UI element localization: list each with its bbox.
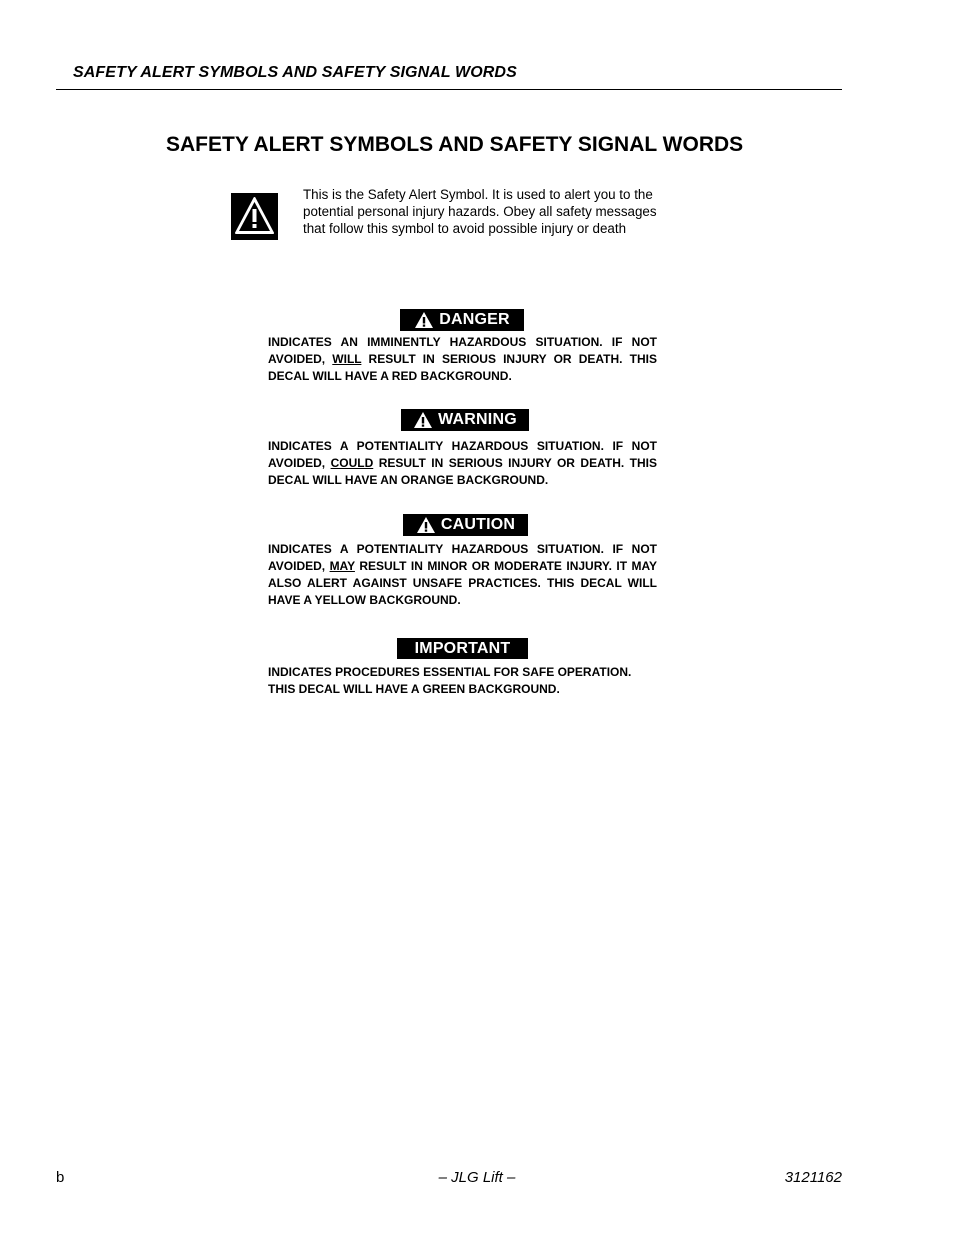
important-description: [268, 664, 657, 698]
caution-badge: [403, 514, 528, 536]
footer-publisher: – JLG Lift –: [438, 1169, 516, 1186]
intro-line: This is the Safety Alert Symbol. It is used to alert you to the: [303, 187, 653, 202]
warning-line-2: AVOIDED, COULD RESULT IN SERIOUS INJURY OR DEATH. THIS: [268, 456, 657, 470]
warning-triangle-icon: [416, 516, 436, 534]
header-rule: [56, 89, 842, 90]
warning-triangle-icon: [413, 411, 433, 429]
danger-emphasis: WILL: [332, 352, 362, 366]
caution-badge-label: CAUTION: [440, 516, 516, 533]
important-line-2: THIS DECAL WILL HAVE A GREEN BACKGROUND.: [268, 682, 560, 696]
warning-badge: [401, 409, 529, 431]
running-head: SAFETY ALERT SYMBOLS AND SAFETY SIGNAL WORDS: [73, 64, 517, 81]
danger-line-2: AVOIDED, WILL RESULT IN SERIOUS INJURY OR DEATH. THIS: [268, 352, 657, 366]
important-line-1: INDICATES PROCEDURES ESSENTIAL FOR SAFE OPERATION.: [268, 665, 632, 679]
danger-badge-label: DANGER: [439, 311, 510, 328]
safety-alert-symbol-icon: [231, 193, 278, 240]
warning-line-1: INDICATES A POTENTIALITY HAZARDOUS SITUATION. IF NOT: [268, 439, 657, 453]
intro-line: potential personal injury hazards. Obey all safety messages: [303, 204, 657, 219]
caution-line-2: AVOIDED, MAY RESULT IN MINOR OR MODERATE INJURY. IT MAY: [268, 559, 658, 573]
warning-badge-label: WARNING: [438, 411, 517, 428]
caution-emphasis: MAY: [329, 559, 355, 573]
danger-line-3: DECAL WILL HAVE A RED BACKGROUND.: [268, 369, 512, 383]
caution-line-1: INDICATES A POTENTIALITY HAZARDOUS SITUATION. IF NOT: [268, 542, 657, 556]
caution-description: [268, 541, 657, 609]
danger-line-1: INDICATES AN IMMINENTLY HAZARDOUS SITUATION. IF NOT: [268, 335, 657, 349]
warning-emphasis: COULD: [330, 456, 374, 470]
important-badge: [397, 638, 528, 659]
warning-line-3: DECAL WILL HAVE AN ORANGE BACKGROUND.: [268, 473, 549, 487]
warning-triangle-icon: [414, 311, 434, 329]
intro-paragraph: [303, 186, 693, 237]
page-title: SAFETY ALERT SYMBOLS AND SAFETY SIGNAL WORDS: [166, 133, 744, 156]
page-number: b: [56, 1169, 65, 1186]
document-number: 3121162: [784, 1169, 842, 1186]
danger-description: [268, 334, 657, 385]
important-badge-label: IMPORTANT: [414, 639, 511, 657]
danger-badge: [400, 309, 524, 331]
caution-line-3: ALSO ALERT AGAINST UNSAFE PRACTICES. THIS DECAL WILL: [268, 576, 657, 590]
intro-line: that follow this symbol to avoid possible injury or death: [303, 221, 627, 236]
warning-description: [268, 438, 657, 489]
caution-line-4: HAVE A YELLOW BACKGROUND.: [268, 593, 461, 607]
